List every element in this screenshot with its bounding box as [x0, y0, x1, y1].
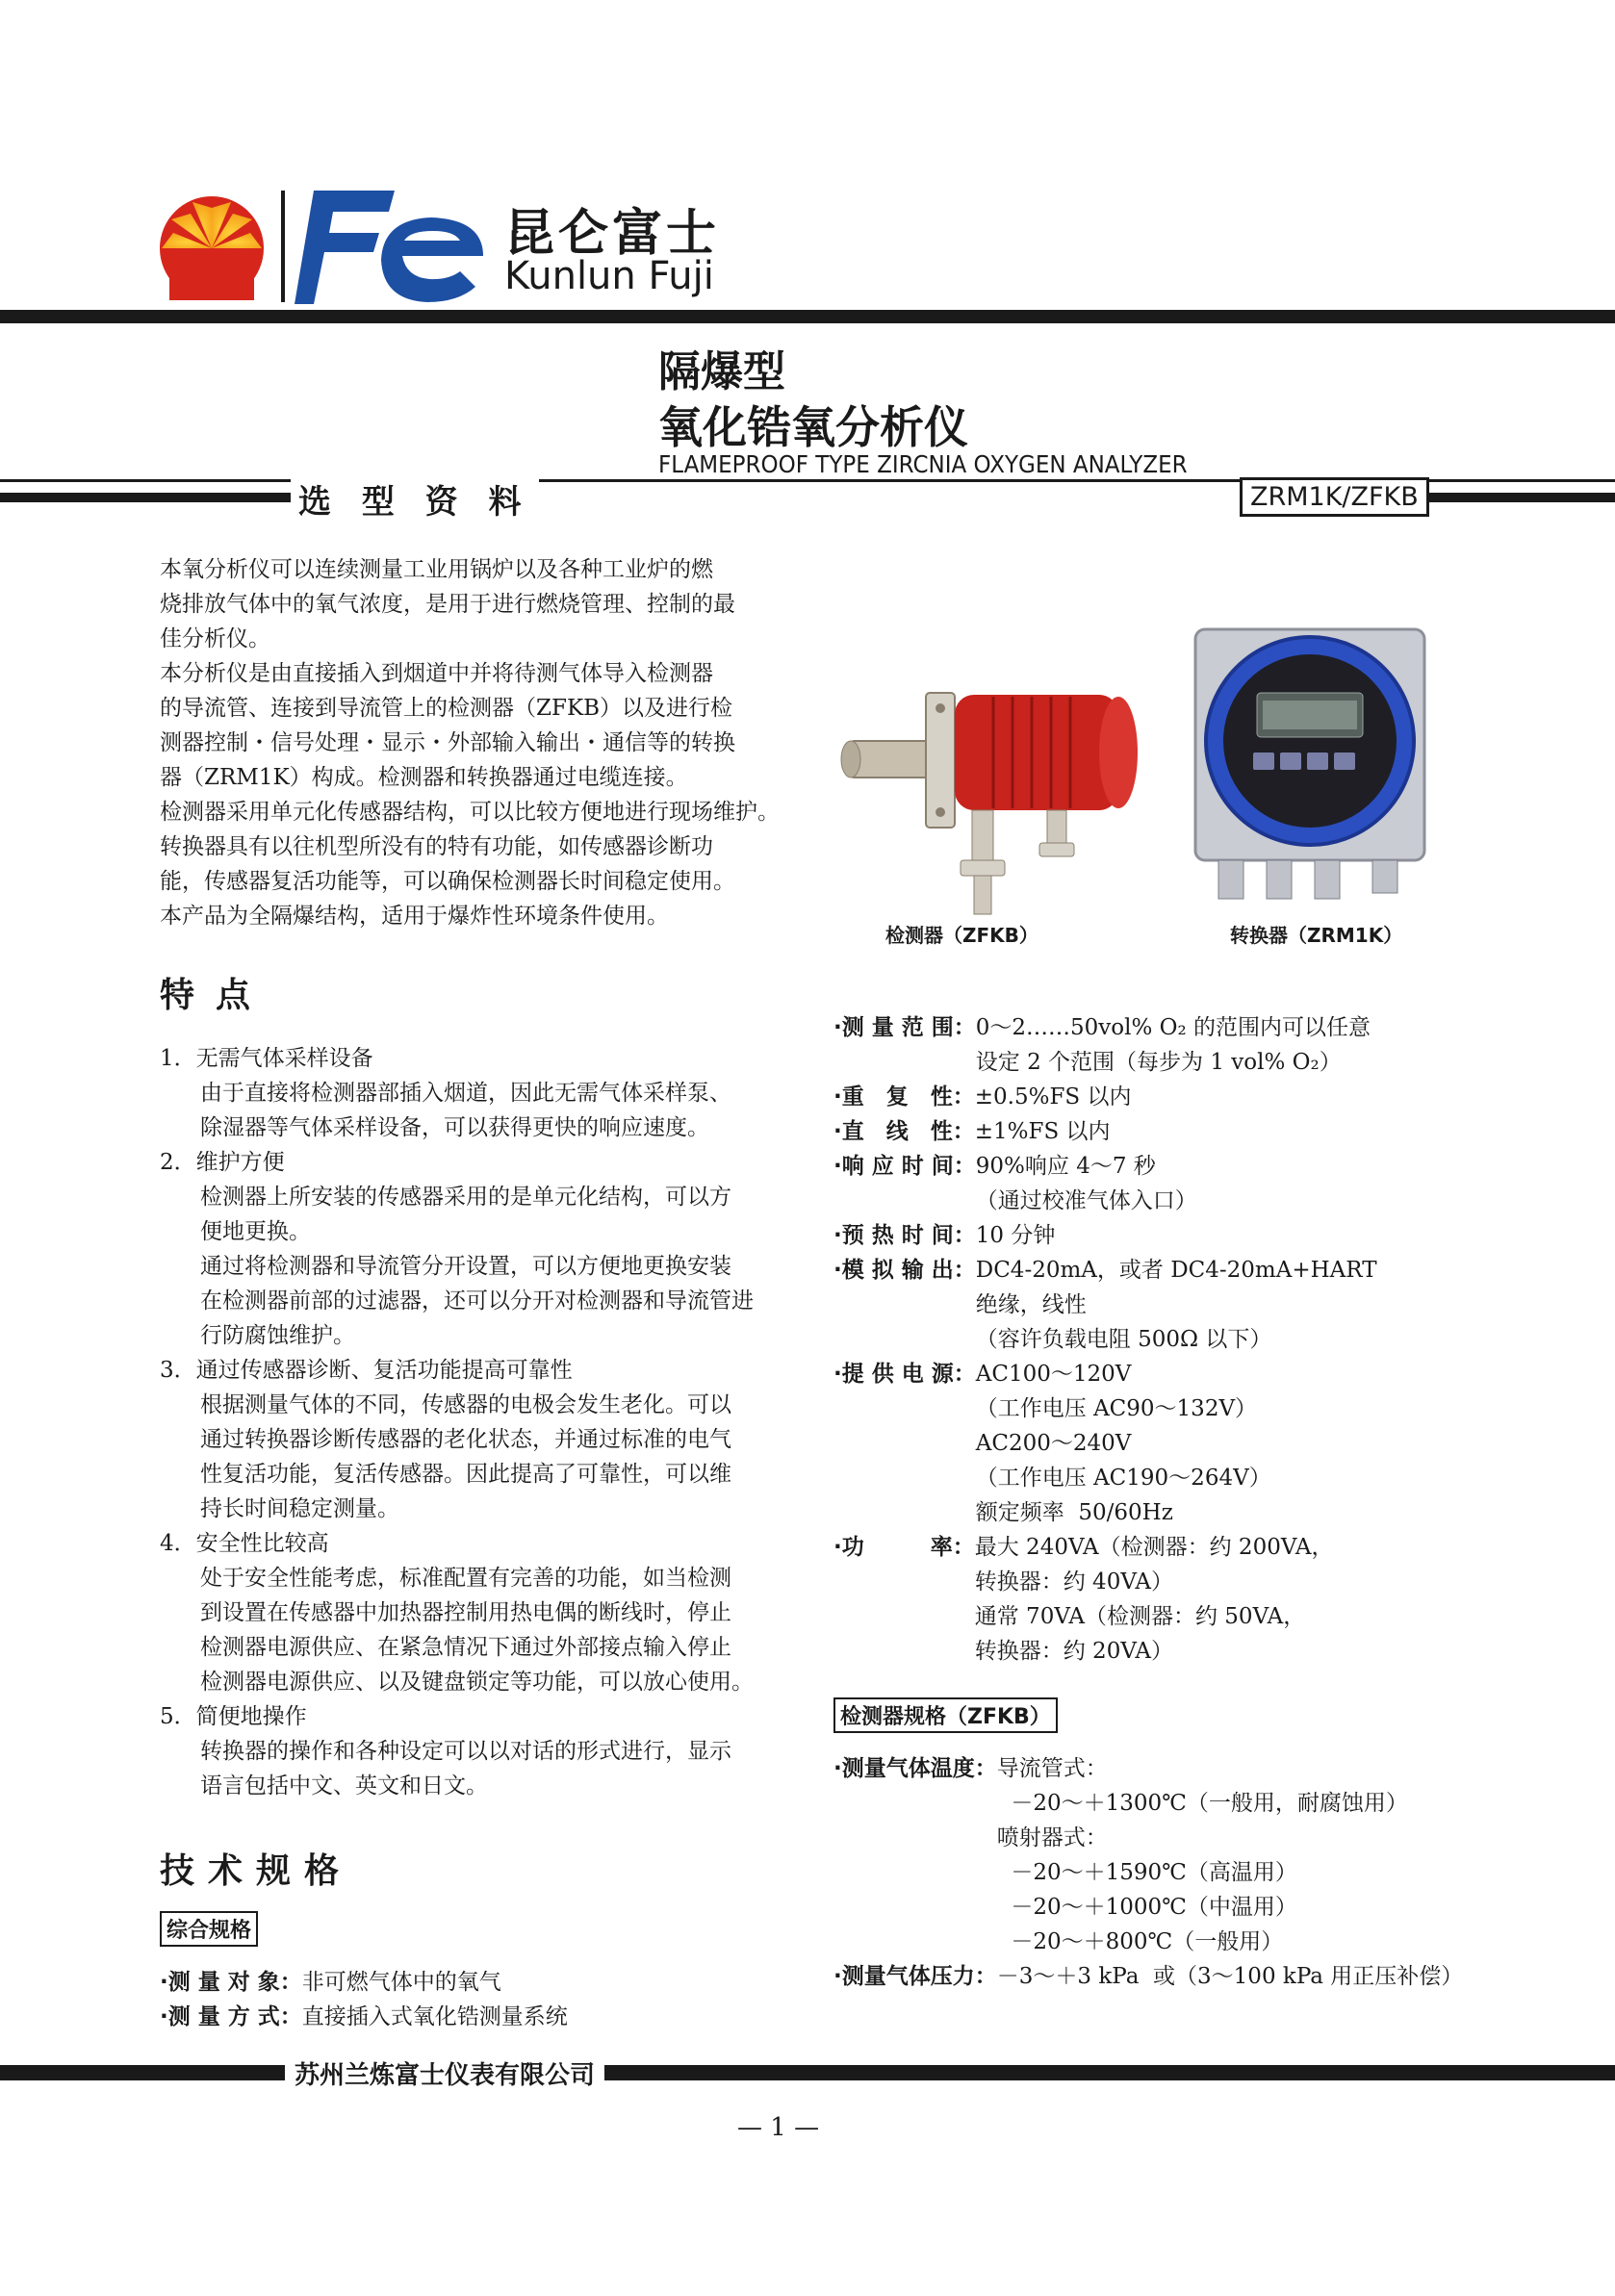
- spec-key: ·模 拟 输 出：: [833, 1258, 976, 1283]
- model-number: ZRM1K/ZFKB: [1240, 477, 1429, 517]
- spec-row: [833, 1959, 1603, 1994]
- spec-value: 10 分钟: [975, 1223, 1056, 1248]
- feature-body: 语言包括中文、英文和日文。: [200, 1773, 488, 1799]
- intro-line: 器（ZRM1K）构成。检测器和转换器通过电缆连接。: [160, 765, 688, 790]
- spec-row: [833, 1253, 1603, 1357]
- feature-body: 持长时间稳定测量。: [200, 1496, 399, 1521]
- spec-value: 90%响应 4～7 秒: [975, 1154, 1156, 1179]
- tech-heading: 技术规格: [160, 1851, 353, 1891]
- feature-title: 4．安全性比较高: [160, 1531, 329, 1556]
- intro-line: 的导流管、连接到导流管上的检测器（ZFKB）以及进行检: [160, 696, 733, 721]
- footer-rule: [0, 2065, 1615, 2080]
- feature-body: 到设置在传感器中加热器控制用热电偶的断线时，停止: [200, 1600, 731, 1625]
- product-title-line1: 隔爆型: [658, 347, 785, 396]
- features-list: [160, 1041, 814, 1803]
- features-heading: 特点: [160, 976, 272, 1015]
- spec-value: 设定 2 个范围（每步为 1 vol% O₂）: [975, 1050, 1342, 1075]
- spec-value: 额定频率 50/60Hz: [975, 1500, 1173, 1525]
- intro-line: 烧排放气体中的氧气浓度，是用于进行燃烧管理、控制的最: [160, 592, 735, 617]
- spec-value: 直接插入式氧化锆测量系统: [301, 2004, 568, 2029]
- spec-row: [833, 1080, 1603, 1114]
- spec-value: 导流管式：: [996, 1756, 1108, 1781]
- general-spec-label-wrap: [160, 1911, 258, 1947]
- intro-line: 能，传感器复活功能等，可以确保检测器长时间稳定使用。: [160, 869, 735, 894]
- spec-value: －20～＋1300℃（一般用，耐腐蚀用）: [996, 1791, 1408, 1816]
- intro-line: 本产品为全隔爆结构，适用于爆炸性环境条件使用。: [160, 904, 669, 929]
- spec-value: －20～＋1590℃（高温用）: [996, 1860, 1297, 1885]
- feature-body: 行防腐蚀维护。: [200, 1323, 355, 1348]
- feature-body: 在检测器前部的过滤器，还可以分开对检测器和导流管进: [200, 1288, 754, 1314]
- spec-value: 转换器：约 40VA）: [974, 1569, 1173, 1594]
- spec-value: （工作电压 AC190～264V）: [975, 1466, 1271, 1491]
- spec-value: （容许负载电阻 500Ω 以下）: [975, 1327, 1272, 1352]
- header-rule: [0, 310, 1615, 323]
- detector-spec-label: 检测器规格（ZFKB）: [833, 1697, 1058, 1733]
- intro-line: 测器控制・信号处理・显示・外部输入输出・通信等的转换: [160, 730, 735, 755]
- feature-title: 2．维护方便: [160, 1150, 285, 1175]
- spec-key: ·测量气体温度：: [833, 1756, 997, 1781]
- brand-name-cn: 昆仑富士: [504, 205, 721, 263]
- feature-body: 便地更换。: [200, 1219, 311, 1244]
- spec-value: 转换器：约 20VA）: [974, 1639, 1173, 1664]
- spec-row: [833, 1010, 1603, 1080]
- spec-value: 喷射器式：: [996, 1825, 1108, 1850]
- feature-body: 除湿器等气体采样设备，可以获得更快的响应速度。: [200, 1115, 709, 1140]
- spec-key: ·测 量 范 围：: [833, 1015, 976, 1040]
- spec-key: ·提 供 电 源：: [833, 1362, 976, 1387]
- intro-line: 本分析仪是由直接插入到烟道中并将待测气体导入检测器: [160, 661, 713, 686]
- converter-caption: 转换器（ZRM1K）: [1230, 924, 1403, 947]
- general-spec-label: 综合规格: [160, 1911, 258, 1947]
- intro-line: 本氧分析仪可以连续测量工业用锅炉以及各种工业炉的燃: [160, 557, 713, 582]
- intro-line: 转换器具有以往机型所没有的特有功能，如传感器诊断功: [160, 834, 713, 859]
- company-name: 苏州兰炼富士仪表有限公司: [285, 2055, 604, 2091]
- spec-value: 绝缘，线性: [975, 1292, 1087, 1317]
- feature-body: 通过转换器诊断传感器的老化状态，并通过标准的电气: [200, 1427, 731, 1452]
- spec-value: DC4-20mA，或者 DC4-20mA+HART: [975, 1258, 1377, 1283]
- product-title-en: FLAMEPROOF TYPE ZIRCNIA OXYGEN ANALYZER: [658, 450, 1188, 478]
- spec-key: ·直 线 性：: [833, 1119, 975, 1144]
- spec-value: （工作电压 AC90～132V）: [975, 1396, 1258, 1421]
- spec-key: ·测量气体压力：: [833, 1964, 997, 1989]
- company-logo: [154, 189, 269, 304]
- spec-row: [833, 1530, 1603, 1669]
- spec-value: 非可燃气体中的氧气: [301, 1970, 501, 1995]
- feature-body: 根据测量气体的不同，传感器的电极会发生老化。可以: [200, 1392, 731, 1417]
- spec-row: [160, 2000, 814, 2034]
- page-number: — 1 —: [737, 2113, 820, 2142]
- feature-title: 3．通过传感器诊断、复活功能提高可靠性: [160, 1358, 573, 1383]
- fe-logo: [295, 191, 487, 304]
- spec-key: ·响 应 时 间：: [833, 1154, 976, 1179]
- spec-value: AC200～240V: [975, 1431, 1132, 1456]
- intro-paragraph: [160, 552, 795, 933]
- spec-key: ·功 率：: [833, 1535, 975, 1560]
- spec-value: －20～＋800℃（一般用）: [996, 1929, 1284, 1954]
- sun-emblem-icon: [154, 189, 269, 304]
- spec-value: （通过校准气体入口）: [975, 1188, 1197, 1213]
- section-title: 选 型 资 料: [291, 475, 539, 523]
- detector-caption: 检测器（ZFKB）: [885, 924, 1038, 947]
- feature-body: 检测器上所安装的传感器采用的是单元化结构，可以方: [200, 1185, 731, 1210]
- spec-row: [833, 1114, 1603, 1149]
- fe-logo-icon: [295, 191, 487, 304]
- spec-row: [833, 1357, 1603, 1530]
- product-title-line2: 氧化锆氧分析仪: [658, 401, 968, 453]
- spec-key: ·测 量 对 象：: [160, 1970, 302, 1995]
- logo-divider: [281, 191, 285, 302]
- spec-row: [833, 1149, 1603, 1218]
- spec-key: ·重 复 性：: [833, 1084, 975, 1110]
- feature-body: 由于直接将检测器部插入烟道，因此无需气体采样泵、: [200, 1081, 731, 1106]
- feature-title: 5．简便地操作: [160, 1704, 307, 1729]
- spec-value: 通常 70VA（检测器：约 50VA，: [974, 1604, 1306, 1629]
- detector-spec-label-wrap: [833, 1697, 1058, 1733]
- detector-image: [830, 637, 1147, 926]
- brand-name-en: Kunlun Fuji: [504, 254, 714, 298]
- spec-value: 最大 240VA（检测器：约 200VA，: [974, 1535, 1334, 1560]
- feature-title: 1．无需气体采样设备: [160, 1046, 373, 1071]
- converter-image: [1190, 625, 1430, 914]
- spec-row: [160, 1965, 814, 2000]
- feature-body: 处于安全性能考虑，标准配置有完善的功能，如当检测: [200, 1566, 731, 1591]
- intro-line: 检测器采用单元化传感器结构，可以比较方便地进行现场维护。: [160, 800, 780, 825]
- spec-value: －20～＋1000℃（中温用）: [996, 1895, 1297, 1920]
- spec-row: [833, 1751, 1603, 1959]
- spec-key: ·测 量 方 式：: [160, 2004, 302, 2029]
- feature-body: 检测器电源供应、以及键盘锁定等功能，可以放心使用。: [200, 1670, 754, 1695]
- feature-body: 性复活功能，复活传感器。因此提高了可靠性，可以维: [200, 1462, 731, 1487]
- feature-body: 通过将检测器和导流管分开设置，可以方便地更换安装: [200, 1254, 731, 1279]
- feature-body: 转换器的操作和各种设定可以以对话的形式进行，显示: [200, 1739, 731, 1764]
- general-spec-list: [160, 1965, 814, 2034]
- performance-spec-list: [833, 1010, 1603, 1669]
- spec-value: ±0.5%FS 以内: [974, 1084, 1132, 1110]
- spec-value: AC100～120V: [975, 1362, 1132, 1387]
- feature-body: 检测器电源供应、在紧急情况下通过外部接点输入停止: [200, 1635, 731, 1660]
- spec-key: ·预 热 时 间：: [833, 1223, 976, 1248]
- spec-value: －3～＋3 kPa 或（3～100 kPa 用正压补偿）: [996, 1964, 1464, 1989]
- intro-line: 佳分析仪。: [160, 626, 270, 651]
- spec-row: [833, 1218, 1603, 1253]
- spec-value: 0～2……50vol% O₂ 的范围内可以任意: [975, 1015, 1371, 1040]
- detector-spec-list: [833, 1751, 1603, 1994]
- spec-value: ±1%FS 以内: [974, 1119, 1111, 1144]
